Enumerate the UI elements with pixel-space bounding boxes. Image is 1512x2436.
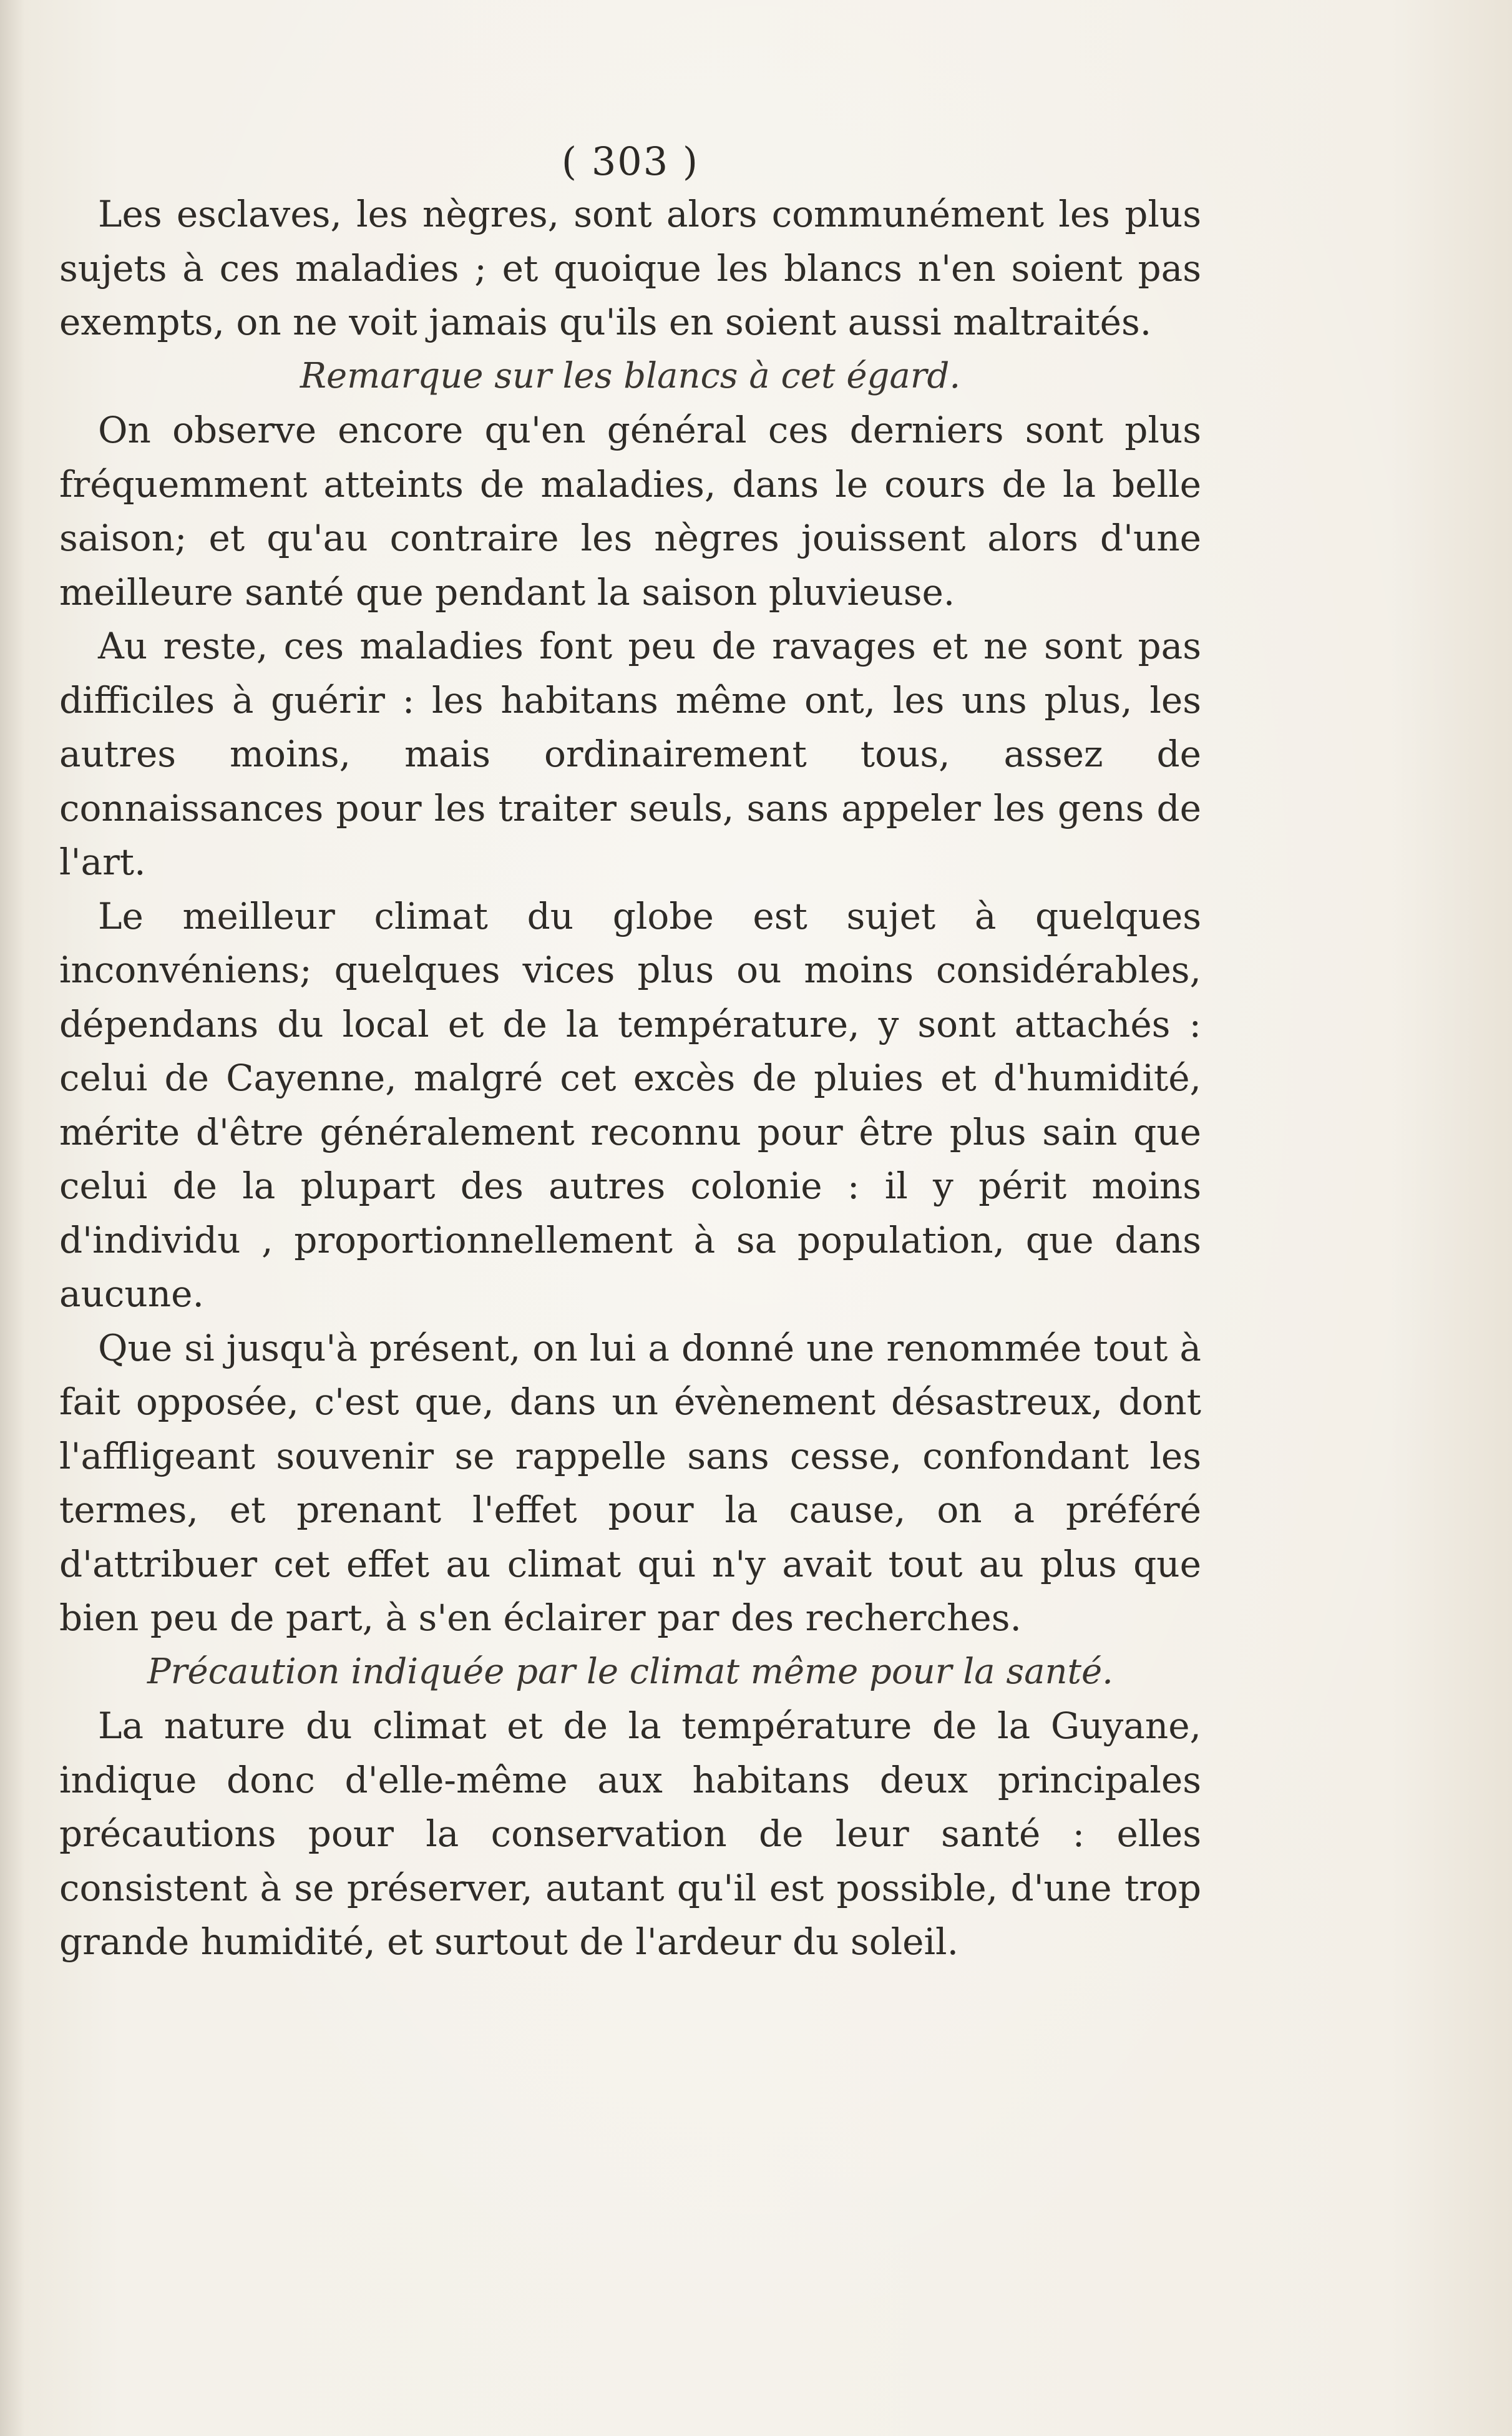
paragraph-renommee: Que si jusqu'à présent, on lui a donné une renommée tout à fait opposée, c'est que, dans un évènement désastreux, dont l'affligeant souvenir se rappelle sans cesse, confondant les termes, et prenant l'effet pour la cause, on a préféré d'attribuer cet effet au climat qui n'y avait tout au plus que bien peu de part, à s'en éclairer par des recherches. (59, 1326, 1201, 1639)
page-number: ( 303 ) (561, 139, 700, 184)
paragraph-observe: On observe encore qu'en général ces derniers sont plus fréquemment atteints de maladies, dans le cours de la belle saison; et qu'au contraire les nègres jouissent alors d'une meilleure santé que pendant la saison pluvieuse. (59, 409, 1201, 614)
page-gutter-shadow (0, 0, 25, 2436)
page-body (59, 187, 1201, 1969)
section-heading-precaution: Précaution indiquée par le climat même pour la santé. (147, 1651, 1113, 1692)
paragraph-meilleur-climat: Le meilleur climat du globe est sujet à quelques inconvéniens; quelques vices plus ou moins considérables, dépendans du local et de la température, y sont attachés : celui de Cayenne, malgré cet excès de pluies et d'humidité, mérite d'être généralement reconnu pour être plus sain que celui de la plupart des autres colonie : il y périt moins d'individu , proportionnellement à sa population, que dans aucune. (59, 894, 1201, 1315)
section-heading-remarque: Remarque sur les blancs à cet égard. (300, 355, 961, 396)
paragraph-nature-climat: La nature du climat et de la température de la Guyane, indique donc d'elle-même aux habitans deux principales précautions pour la conservation de leur santé : elles consistent à se préserver, autant qu'il est possible, d'une trop grande humidité, et surtout de l'ardeur du soleil. (59, 1705, 1201, 1963)
paragraph-esclaves: Les esclaves, les nègres, sont alors communément les plus sujets à ces maladies ; et quoique les blancs n'en soient pas exempts, on ne voit jamais qu'ils en soient aussi maltraités. (59, 193, 1201, 343)
paragraph-au-reste: Au reste, ces maladies font peu de ravages et ne sont pas difficiles à guérir : les habitans même ont, les uns plus, les autres moins, mais ordinairement tous, assez de connaissances pour les traiter seuls, sans appeler les gens de l'art. (59, 625, 1201, 883)
